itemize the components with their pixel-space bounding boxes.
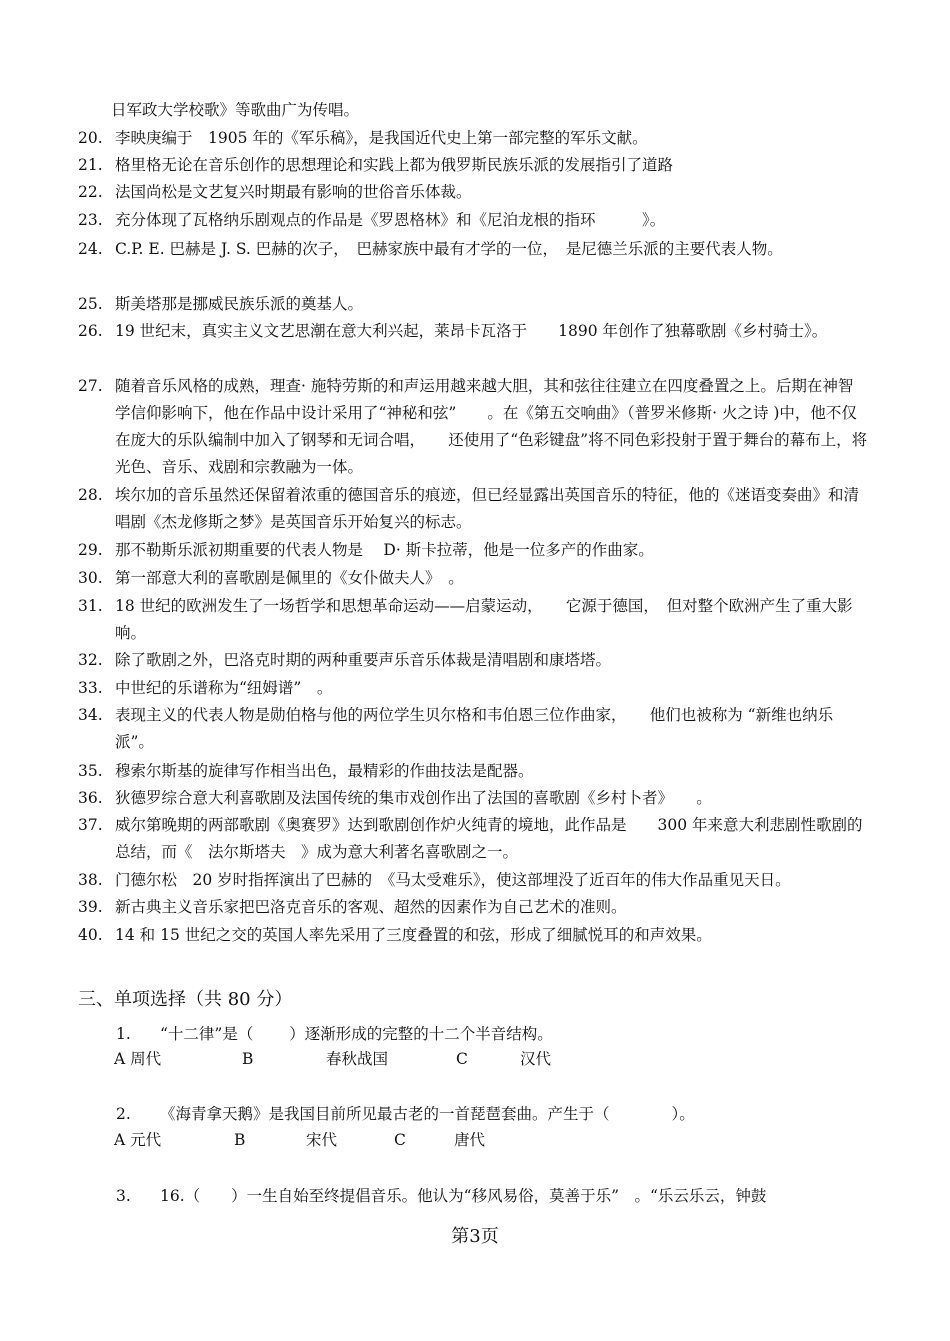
statement-number: 23. [78, 211, 103, 229]
statement-text: 中世纪的乐谱称为“纽姆谱” 。 [115, 679, 333, 697]
statement-number: 39. [78, 898, 103, 916]
statement-item [78, 207, 868, 234]
statement-item [78, 125, 868, 152]
statement-text: 随着音乐风格的成熟，理查· 施特劳斯的和声运用越来越大胆，其和弦往往建立在四度叠置之上。后期在神智学信仰影响下，他在作品中设计采用了“神秘和弦” 。在《第五交响曲》（普罗米修斯· 火之诗 )中，他不仅在庞大的乐队编制中加入了钢琴和无词合唱， 还使用了“色彩键盘”将不同色彩投射于置于舞台的幕布上，将光色、音乐、戏剧和宗教融为一体。 [115, 377, 868, 476]
statement-number: 40. [78, 926, 103, 944]
question-number: 3. [116, 1187, 131, 1205]
option-c-text: 唐代 [454, 1131, 486, 1149]
statement-item [78, 482, 868, 536]
question-number: 1. [116, 1025, 131, 1043]
statement-number: 28. [78, 486, 103, 504]
statement-number: 35. [78, 762, 103, 780]
question-number: 2. [116, 1105, 131, 1123]
statement-text: 那不勒斯乐派初期重要的代表人物是 D· 斯卡拉蒂，他是一位多产的作曲家。 [115, 541, 654, 559]
statement-text: 第一部意大利的喜歌剧是佩里的《女仆做夫人》 。 [115, 569, 464, 587]
option-c-letter: C [394, 1131, 406, 1149]
statement-number: 33. [78, 679, 103, 697]
question-text: 《海青拿天鹅》是我国目前所见最古老的一首琵琶套曲。产生于（ ）。 [160, 1105, 695, 1123]
option-b-text: 春秋战国 [326, 1050, 389, 1068]
statement-item [78, 702, 868, 756]
statement-text: 格里格无论在音乐创作的思想理论和实践上都为俄罗斯民族乐派的发展指引了道路 [115, 156, 674, 174]
statement-text: 除了歌剧之外，巴洛克时期的两种重要声乐音乐体裁是清唱剧和康塔塔。 [115, 651, 612, 669]
statement-number: 21. [78, 156, 103, 174]
statement-text: 门德尔松 20 岁时指挥演出了巴赫的 《马太受难乐》，使这部埋没了近百年的伟大作品重见天日。 [115, 871, 791, 889]
statement-number: 37. [78, 816, 103, 834]
question-text: “十二律”是（ ）逐渐形成的完整的十二个半音结构。 [160, 1025, 553, 1043]
statement-item [78, 593, 868, 647]
statement-text: 19 世纪末，真实主义文艺思潮在意大利兴起，莱昂卡瓦洛于 1890 年创作了独幕歌剧《乡村骑士》。 [115, 322, 828, 340]
statement-text: 李映庚编于 1905 年的《军乐稿》，是我国近代史上第一部完整的军乐文献。 [115, 129, 648, 147]
statement-number: 31. [78, 597, 103, 615]
statement-text: 18 世纪的欧洲发生了一场哲学和思想革命运动——启蒙运动， 它源于德国， 但对整个欧洲产生了重大影响。 [115, 597, 853, 642]
question-item [116, 1101, 876, 1128]
section-title: 三、单项选择（共 80 分） [78, 989, 293, 1010]
option-b-letter: B [234, 1131, 246, 1149]
statement-number: 29. [78, 541, 103, 559]
question-item [116, 1021, 876, 1048]
statement-item [78, 236, 868, 263]
statement-text: 表现主义的代表人物是勋伯格与他的两位学生贝尔格和韦伯恩三位作曲家， 他们也被称为 “新维也纳乐派”。 [115, 706, 834, 751]
statement-item [78, 867, 868, 894]
option-a: A 周代 [114, 1050, 162, 1068]
page-number: 第3页 [451, 1226, 499, 1247]
statement-number: 30. [78, 569, 103, 587]
statement-item [78, 318, 868, 345]
statement-text: 充分体现了瓦格纳乐剧观点的作品是《罗恩格林》和《尼泊龙根的指环 》。 [115, 211, 666, 229]
statement-item [78, 785, 868, 812]
statement-number: 24. [78, 240, 103, 258]
statement-number: 22. [78, 183, 103, 201]
statement-number: 20. [78, 129, 103, 147]
statement-number: 36. [78, 789, 103, 807]
statement-number: 34. [78, 706, 103, 724]
statement-item [78, 758, 868, 785]
statement-item [78, 675, 868, 702]
statement-item [78, 922, 868, 949]
statement-text: 埃尔加的音乐虽然还保留着浓重的德国音乐的痕迹，但已经显露出英国音乐的特征，他的《迷语变奏曲》和清唱剧《杰龙修斯之梦》是英国音乐开始复兴的标志。 [115, 486, 860, 531]
statement-text: 穆索尔斯基的旋律写作相当出色，最精彩的作曲技法是配器。 [115, 762, 534, 780]
statement-item [78, 565, 868, 592]
statement-text: 狄德罗综合意大利喜歌剧及法国传统的集市戏创作出了法国的喜歌剧《乡村卜者》 。 [115, 789, 712, 807]
statement-item [78, 291, 868, 318]
statement-text: 法国尚松是文艺复兴时期最有影响的世俗音乐体裁。 [115, 183, 472, 201]
question-item [116, 1183, 876, 1210]
statement-item [78, 152, 868, 179]
option-b-letter: B [242, 1050, 254, 1068]
statement-number: 26. [78, 322, 103, 340]
statement-text: 斯美塔那是挪威民族乐派的奠基人。 [115, 295, 364, 313]
statement-item [78, 894, 868, 921]
statement-number: 27. [78, 377, 103, 395]
statement-number: 32. [78, 651, 103, 669]
statement-item [78, 373, 868, 481]
option-c-letter: C [456, 1050, 468, 1068]
continuation-text: 日军政大学校歌》等歌曲广为传唱。 [111, 101, 360, 119]
statement-text: 新古典主义音乐家把巴洛克音乐的客观、超然的因素作为自己艺术的准则。 [115, 898, 627, 916]
statement-item [78, 537, 868, 564]
statement-item [78, 179, 868, 206]
option-b-text: 宋代 [306, 1131, 338, 1149]
statement-item [78, 647, 868, 674]
statement-text: C.P. E. 巴赫是 J. S. 巴赫的次子， 巴赫家族中最有才学的一位， 是尼德兰乐派的主要代表人物。 [115, 240, 783, 258]
statement-number: 38. [78, 871, 103, 889]
statement-text: 14 和 15 世纪之交的英国人率先采用了三度叠置的和弦，形成了细腻悦耳的和声效果。 [115, 926, 712, 944]
option-a: A 元代 [114, 1131, 162, 1149]
option-c-text: 汉代 [520, 1050, 552, 1068]
statement-number: 25. [78, 295, 103, 313]
statement-item [78, 812, 868, 866]
question-text: 16.（ ）一生自始至终提倡音乐。他认为“移风易俗，莫善于乐” 。“乐云乐云，钟鼓 [160, 1187, 767, 1205]
statement-text: 威尔第晚期的两部歌剧《奥赛罗》达到歌剧创作炉火纯青的境地，此作品是 300 年来意大利悲剧性歌剧的总结，而《 法尔斯塔夫 》成为意大利著名喜歌剧之一。 [115, 816, 863, 861]
